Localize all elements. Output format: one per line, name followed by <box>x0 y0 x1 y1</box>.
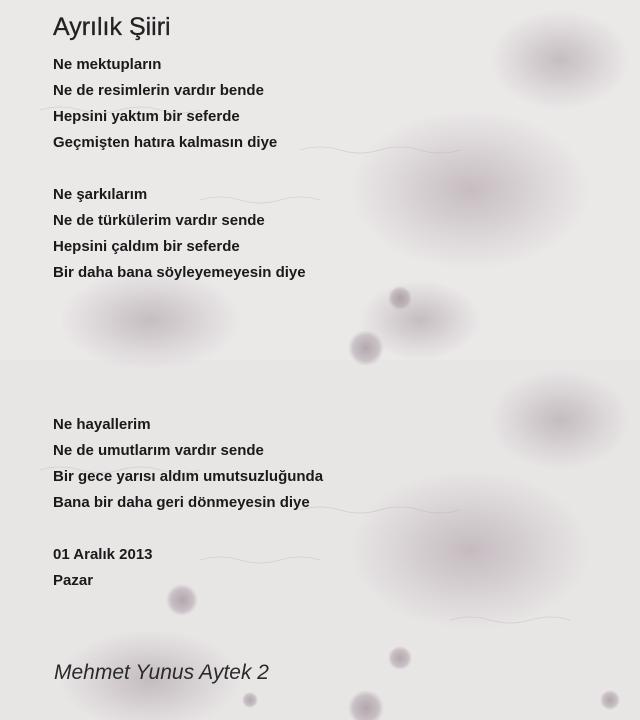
poem-line: Ne de resimlerin vardır bende <box>53 82 264 99</box>
poem-line: Ne de umutlarım vardır sende <box>53 442 264 459</box>
poem-line: Bana bir daha geri dönmeyesin diye <box>53 494 310 511</box>
poem-line: Ne de türkülerim vardır sende <box>53 212 265 229</box>
poem-day: Pazar <box>53 572 94 589</box>
poem-title: Ayrılık Şiiri <box>53 13 171 41</box>
poem-date: 01 Aralık 2013 <box>53 546 153 563</box>
poem-line: Hepsini çaldım bir seferde <box>53 238 240 255</box>
poem-line: Geçmişten hatıra kalmasın diye <box>53 134 278 151</box>
poem-line: Ne hayallerim <box>53 416 151 433</box>
poem-line: Ne mektupların <box>53 56 162 73</box>
poem-line: Bir gece yarısı aldım umutsuzluğunda <box>53 468 324 485</box>
author-name: Mehmet Yunus Aytek 2 <box>54 661 269 684</box>
poem-line: Ne şarkılarım <box>53 186 148 203</box>
poem-line: Hepsini yaktım bir seferde <box>53 108 240 125</box>
poem-line: Bir daha bana söyleyemeyesin diye <box>53 264 306 281</box>
